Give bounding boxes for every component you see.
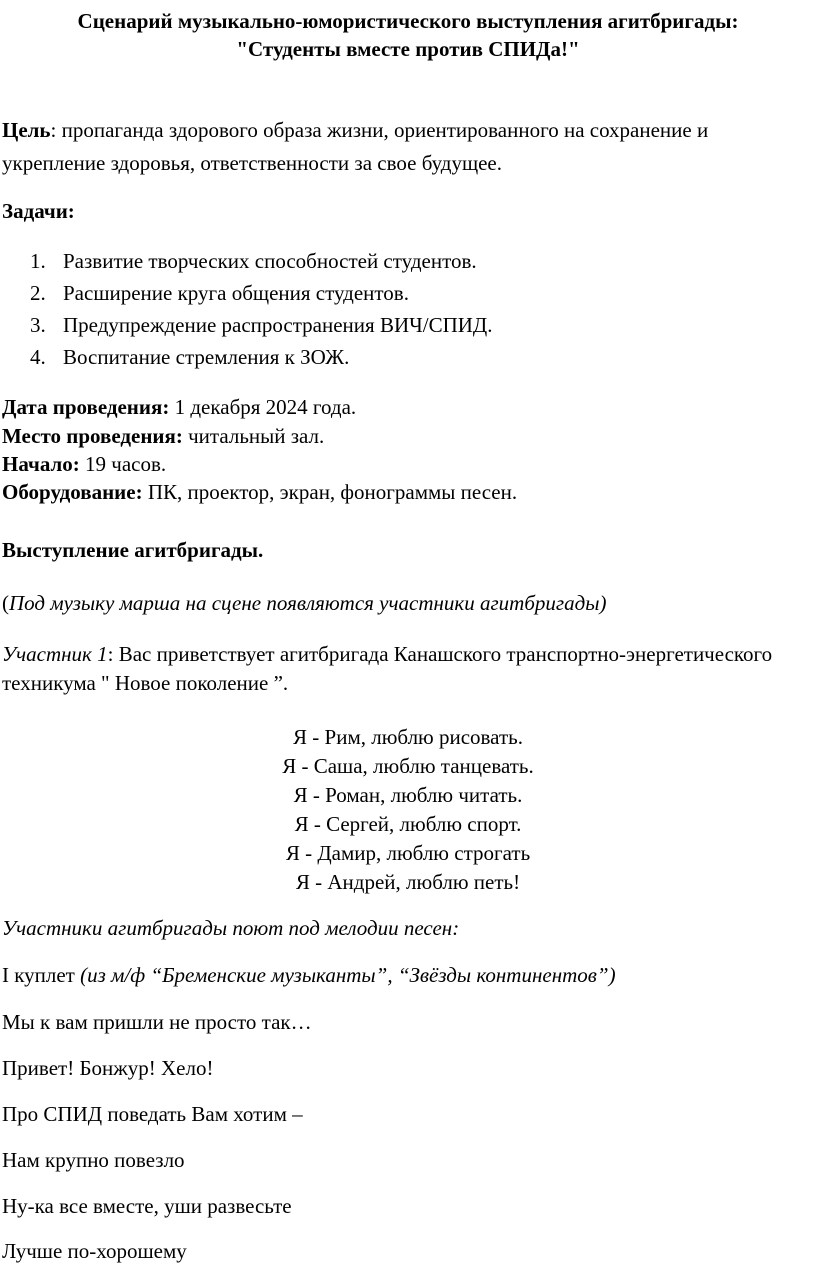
speaker-1-line [2,640,812,698]
task-item [30,248,477,275]
equipment-label: Оборудование: [2,480,143,504]
place-label: Место проведения: [2,424,183,448]
song-line: Нам крупно повезло [2,1148,185,1172]
task-number: 2. [30,281,46,305]
intro-line: Я - Роман, люблю читать. [293,783,523,807]
start-label: Начало: [2,452,80,476]
task-item [30,280,409,307]
place-row [2,423,324,450]
speaker-name: Участник 1 [2,642,108,666]
date-row [2,394,356,421]
verse-heading [2,962,616,989]
date-label: Дата проведения: [2,395,170,419]
tasks-heading: Задачи: [2,199,75,223]
date-value: 1 декабря 2024 года. [169,395,357,419]
task-number: 3. [30,313,46,337]
goal-label: Цель [2,118,51,142]
place-value: читальный зал. [182,424,325,448]
performance-heading: Выступление агитбригады. [2,538,264,562]
task-item [30,344,349,371]
stage-open-paren: ( [2,591,9,615]
verse-source: (из м/ф “Бременские музыканты”, “Звёзды континентов”) [80,963,616,987]
task-item [30,312,493,339]
task-number: 1. [30,249,46,273]
goal-paragraph [2,114,812,180]
equipment-value: ПК, проектор, экран, фонограммы песен. [142,480,518,504]
song-line: Лучше по-хорошему [2,1239,187,1263]
task-text: Расширение круга общения студентов. [63,281,409,305]
start-row [2,451,166,478]
intro-line: Я - Андрей, люблю петь! [295,870,521,894]
intro-line: Я - Рим, люблю рисовать. [293,725,523,749]
task-number: 4. [30,345,46,369]
stage-direction-text: Под музыку марша на сцене появляются участники агитбригады) [9,591,607,615]
title-line-1: Сценарий музыкально-юмористического выступления агитбригады: [77,9,739,33]
song-line: Привет! Бонжур! Хело! [2,1056,214,1080]
task-text: Воспитание стремления к ЗОЖ. [63,345,350,369]
intro-line: Я - Дамир, люблю строгать [285,841,531,865]
start-value: 19 часов. [79,452,167,476]
goal-text: : пропаганда здорового образа жизни, ориентированного на сохранение и укрепление здоровья, ответственности за свое будущее. [2,118,709,175]
intro-line: Я - Саша, люблю танцевать. [282,754,534,778]
song-line: Мы к вам пришли не просто так… [2,1010,312,1034]
song-line: Про СПИД поведать Вам хотим – [2,1102,303,1126]
speaker-speech: : Вас приветствует агитбригада Канашского транспортно-энергетического техникума " Новое поколение ”. [2,642,773,695]
song-line: Ну-ка все вместе, уши развесьте [2,1194,292,1218]
title-line-2: "Студенты вместе против СПИДа!" [236,37,580,61]
equipment-row [2,479,517,506]
verse-label: I куплет [2,963,81,987]
stage-direction [2,590,606,617]
song-intro: Участники агитбригады поют под мелодии песен: [2,916,460,940]
task-text: Предупреждение распространения ВИЧ/СПИД. [63,313,493,337]
task-text: Развитие творческих способностей студентов. [63,249,477,273]
intro-line: Я - Сергей, люблю спорт. [294,812,522,836]
